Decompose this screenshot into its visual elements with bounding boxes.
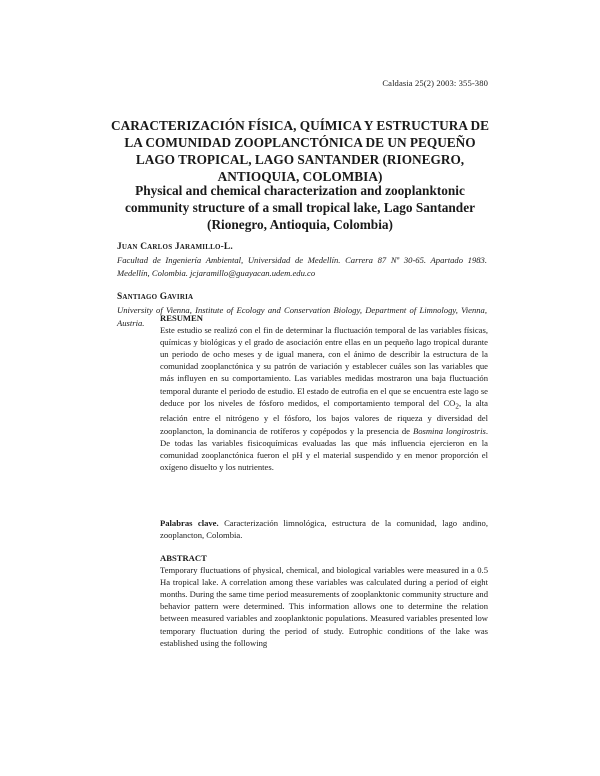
abstract-text: Temporary fluctuations of physical, chemical, and biological variables were measured in a 0.5 Ha tropical lake. A correlation among these variables was calculated during a period of eight months. During the same time period measurements of zooplanktonic community structure and behavior pattern were determined. This information allows one to determine the relation between measured variables and zooplanktonic populations. Measured variables presented low temporary fluctuation during the period of study. Eutrophic conditions of the lake was established using the following xyxy=(160,565,488,648)
species-name: Bosmina longirostris xyxy=(412,425,486,436)
co2-subscript: 2 xyxy=(455,402,459,411)
abstract-heading: ABSTRACT xyxy=(160,553,207,563)
keywords-text: Caracterización limnológica, estructura de la comunidad, lago andino, zooplancton, Colombia. xyxy=(160,518,488,541)
resumen-heading: RESUMEN xyxy=(160,313,203,323)
author-affiliation: Facultad de Ingeniería Ambiental, Universidad de Medellín. Carrera 87 Nº 30-65. Apartado 1983. Medellín, Colombia. jcjaramillo@guayacan.udem.edu.co xyxy=(117,255,487,278)
keywords-section xyxy=(160,517,488,541)
journal-reference: Caldasia 25(2) 2003: 355-380 xyxy=(382,78,488,88)
author-affiliation: University of Vienna, Institute of Ecology and Conservation Biology, Department of Limnology, Vienna, Austria. xyxy=(117,305,487,328)
keywords-label: Palabras clave. xyxy=(160,518,219,528)
author-name: Juan Carlos Jaramillo-L. xyxy=(117,242,233,252)
title-spanish: CARACTERIZACIÓN FÍSICA, QUÍMICA Y ESTRUCTURA DE LA COMUNIDAD ZOOPLANCTÓNICA DE UN PEQUEÑO LAGO TROPICAL, LAGO SANTANDER (RIONEGRO, ANTIOQUIA, COLOMBIA) xyxy=(110,118,490,184)
abstract-section xyxy=(160,552,488,649)
title-english: Physical and chemical characterization and zooplanktonic community structure of a small tropical lake, Lago Santander (Rionegro, Antioquia, Colombia) xyxy=(124,183,476,232)
resumen-section xyxy=(160,312,488,473)
author-name: Santiago Gaviria xyxy=(117,292,194,302)
resumen-text: Este estudio se realizó con el fin de determinar la fluctuación temporal de las variables físicas, químicas y biológicas y el grado de asociación entre ellas en un pequeño lago tropical durante un periodo de ocho meses y de igual manera, con el ánimo de describir la estructura de la comunidad zooplanctónica y su patrón de variación y establecer cuáles son las variables que más influyen en su comportamiento. Las variables medidas mostraron una baja fluctuación temporal durante el periodo de estudio. El estado de eutrofia en el que se encuentra este lago se deduce por los niveles de fósforo medidos, el comportamiento temporal del $CO_2$, la alta relación entre el nitrógeno y el fósforo, los bajos valores de riqueza y diversidad del zooplancton, la dominancia de rotíferos y copépodos y la presencia de Bosmina longirostris. De todas las variables fisicoquímicas evaluadas las que más influencia ejercieron en la comunidad zooplanctónica fueron el pH y el material suspendido y en menor proporción el oxígeno disuelto y los nutrientes. xyxy=(160,325,488,472)
author-block-1 xyxy=(117,240,487,280)
